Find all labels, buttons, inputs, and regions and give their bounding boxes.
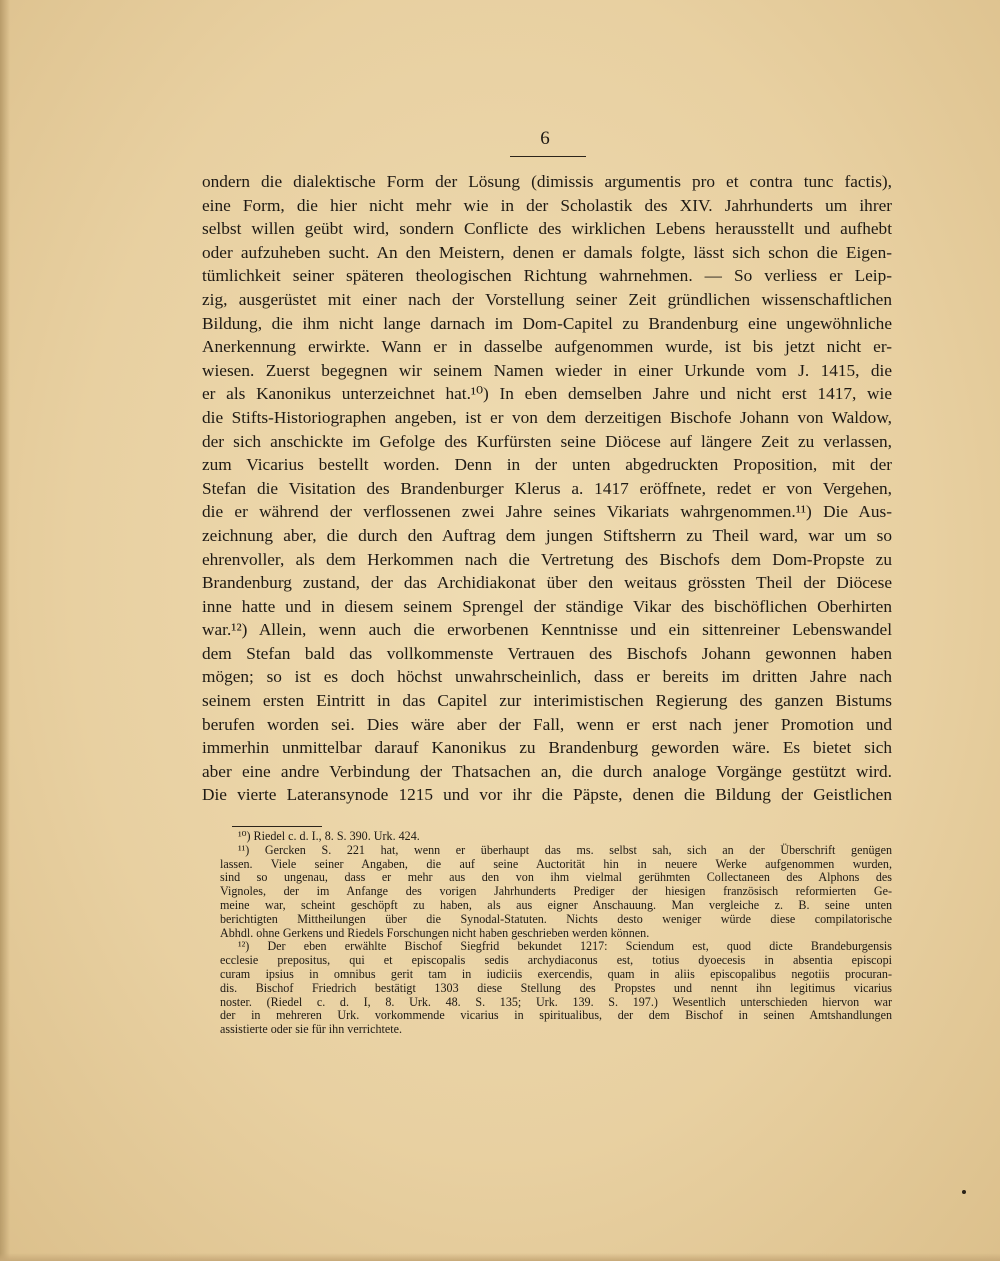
body-line: zig, ausgerüstet mit einer nach der Vorstellung seiner Zeit gründlichen wissenschaftlichen — [202, 289, 892, 309]
footnote-line: berichtigten Mittheilungen über die Synodal-Statuten. Nichts desto weniger würde diese compilatorische — [220, 911, 892, 926]
footnote-line: ecclesie prepositus, qui et episcopalis sedis archydiaconus est, totius dyoecesis in absentia episcopi — [220, 953, 892, 968]
body-text — [202, 170, 892, 807]
body-line: zum Vicarius bestellt worden. Denn in der unten abgedruckten Proposition, mit der — [202, 455, 892, 475]
footnote-line: Vignoles, der im Anfange des vorigen Jahrhunderts Prediger der hiesigen französisch reformierten Ge- — [220, 884, 892, 899]
body-line: tümlichkeit seiner späteren theologischen Richtung wahrnehmen. — So verliess er Leip- — [202, 266, 892, 286]
footnote-line: sind so ungenau, dass er mehr aus den von ihm vielmal gerühmten Collectaneen des Alphons des — [220, 870, 892, 885]
footnote-line: curam ipsius in omnibus gerit tam in iudiciis exercendis, quam in aliis episcopalibus negotiis procuran- — [220, 966, 892, 981]
footnote-rule — [232, 826, 322, 827]
footnote-12: ¹²) Der eben erwählte Bischof Siegfrid bekundet 1217: Sciendum est, quod dicte Brandeburgensis — [238, 939, 892, 954]
body-line: Die vierte Lateransynode 1215 und vor ihr die Päpste, denen die Bildung der Geistlichen — [202, 785, 892, 805]
ink-speck — [962, 1190, 966, 1194]
footnote-line: dis. Bischof Friedrich bestätigt 1303 diese Stellung des Propstes und nennt ihn legitimus vicarius — [220, 980, 892, 995]
body-line: er als Kanonikus unterzeichnet hat.¹⁰) In eben demselben Jahre und nicht erst 1417, wie — [202, 384, 892, 404]
body-line: ondern die dialektische Form der Lösung (dimissis argumentis pro et contra tunc factis), — [202, 172, 892, 191]
page-edge-shadow — [0, 0, 10, 1261]
body-line: selbst willen geübt wird, sondern Conflicte des wirklichen Lebens herausstellt und aufhebt — [202, 219, 892, 239]
body-line: Anerkennung erwirkte. Wann er in dasselbe aufgenommen wurde, ist bis jetzt nicht er- — [202, 337, 892, 357]
body-line: wiesen. Zuerst begegnen wir seinem Namen wieder in einer Urkunde vom J. 1415, die — [202, 360, 892, 380]
body-line: seinem ersten Eintritt in das Capitel zur interimistischen Regierung des ganzen Bistums — [202, 691, 892, 711]
body-line: der sich anschickte im Gefolge des Kurfürsten seine Diöcese auf längere Zeit zu verlassen, — [202, 431, 892, 451]
body-line: war.¹²) Allein, wenn auch die erworbenen Kenntnisse und ein sittenreiner Lebenswandel — [202, 620, 892, 640]
footnote-line: lassen. Viele seiner Angaben, die auf seine Auctorität hin in neuere Werke aufgenommen wurden, — [220, 856, 892, 871]
body-line: mögen; so ist es doch höchst unwahrscheinlich, dass er bereits im dritten Jahre nach — [202, 667, 892, 687]
body-line: immerhin unmittelbar darauf Kanonikus zu Brandenburg geworden wäre. Es bietet sich — [202, 738, 892, 758]
body-line: berufen worden sei. Dies wäre aber der Fall, wenn er erst nach jener Promotion und — [202, 714, 892, 734]
footnote-line: der in mehreren Urk. vorkommende vicarius in spiritualibus, der dem Bischof in seinen Amtshandlungen — [220, 1008, 892, 1023]
body-line: ehrenvoller, als dem Herkommen nach die Vertretung des Bischofs dem Dom-Propste zu — [202, 549, 892, 569]
footnote-line: assistierte oder sie für ihn verrichtete. — [220, 1022, 403, 1037]
footnote-10: ¹⁰) Riedel c. d. I., 8. S. 390. Urk. 424. — [238, 829, 420, 843]
page-number: 6 — [540, 128, 550, 149]
page-number-rule — [510, 156, 586, 157]
body-line: eine Form, die hier nicht mehr wie in der Scholastik des XIV. Jahrhunderts um ihrer — [202, 195, 892, 215]
footnote-11: ¹¹) Gercken S. 221 hat, wenn er überhaupt das ms. selbst sah, sich an der Überschrift genügen — [238, 842, 892, 857]
body-line: inne hatte und in diesem seinem Sprengel der ständige Vikar des bischöflichen Oberhirten — [202, 596, 892, 616]
body-line: oder aufzuheben sucht. An den Meistern, denen er damals folgte, lässt sich schon die Eigen- — [202, 242, 892, 262]
footnote-line: Abhdl. ohne Gerkens und Riedels Forschungen nicht haben geschrieben werden können. — [220, 925, 650, 940]
body-line: dem Stefan bald das vollkommenste Vertrauen des Bischofs Johann gewonnen haben — [202, 643, 892, 663]
body-line: die er während der verflossenen zwei Jahre seines Vikariats wahrgenommen.¹¹) Die Aus- — [202, 502, 892, 522]
body-line: Brandenburg zustand, der das Archidiakonat über den weitaus grössten Theil der Diöcese — [202, 573, 892, 593]
page-bottom-shadow — [0, 1253, 1000, 1261]
body-line: zeichnung aber, die durch den Auftrag dem jungen Stiftsherrn zu Theil ward, war um so — [202, 525, 892, 545]
body-line: aber eine andre Verbindung der Thatsachen an, die durch analoge Vorgänge gestützt wird. — [202, 761, 892, 781]
footnote-line: meine war, scheint geschöpft zu haben, als aus eigner Anschauung. Man vergleiche z. B. seine unten — [220, 897, 892, 912]
body-line: die Stifts-Historiographen angeben, ist er von dem derzeitigen Bischofe Johann von Waldow, — [202, 407, 892, 427]
footnote-line: noster. (Riedel c. d. I, 8. Urk. 48. S. 135; Urk. 139. S. 197.) Wesentlich unterschieden hiervon war — [220, 994, 892, 1009]
footnotes — [220, 830, 892, 1037]
body-line: Bildung, die ihm nicht lange darnach im Dom-Capitel zu Brandenburg eine ungewöhnliche — [202, 313, 892, 333]
body-line: Stefan die Visitation des Brandenburger Klerus a. 1417 eröffnete, redet er von Vergehen, — [202, 478, 892, 498]
